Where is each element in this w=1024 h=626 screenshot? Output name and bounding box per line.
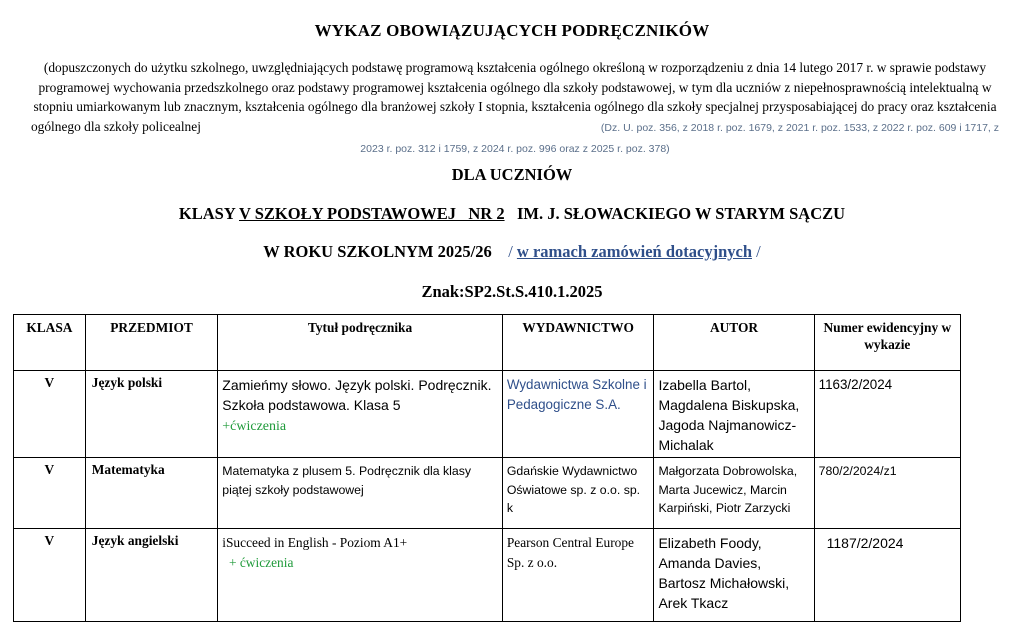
slash-open: / bbox=[508, 242, 513, 261]
cell-wydawnictwo: Pearson Central Europe Sp. z o.o. bbox=[502, 529, 654, 622]
cell-numer: 1187/2/2024 bbox=[814, 529, 960, 622]
cell-numer: 1163/2/2024 bbox=[814, 371, 960, 458]
cell-tytul bbox=[218, 529, 503, 622]
cell-cwiczenia: +ćwiczenia bbox=[222, 419, 287, 434]
intro-paragraph bbox=[28, 58, 1002, 160]
table-row bbox=[14, 371, 961, 458]
cell-tytul-text: iSucceed in English - Poziom A1+ bbox=[222, 535, 408, 550]
cell-tytul-text: Zamieńmy słowo. Język polski. Podręcznik. Szkoła podstawowa. Klasa 5 bbox=[222, 377, 492, 413]
textbook-table bbox=[13, 314, 961, 622]
table-header-row bbox=[14, 315, 961, 371]
school-year: W ROKU SZKOLNYM 2025/26 bbox=[263, 242, 492, 261]
for-students-heading: DLA UCZNIÓW bbox=[451, 165, 573, 184]
cell-autor: Elizabeth Foody, Amanda Davies, Bartosz Michałowski, Arek Tkacz bbox=[654, 529, 814, 622]
funding-link[interactable]: w ramach zamówień dotacyjnych bbox=[516, 242, 752, 261]
cell-klasa: V bbox=[14, 371, 86, 458]
class-name: V SZKOŁY PODSTAWOWEJ NR 2 bbox=[239, 204, 505, 223]
cell-numer: 780/2/2024/z1 bbox=[814, 458, 960, 529]
column-header-autor: AUTOR bbox=[654, 315, 814, 371]
school-year-heading bbox=[0, 242, 1024, 262]
class-prefix: KLASY bbox=[178, 204, 236, 223]
table-row bbox=[14, 529, 961, 622]
cell-cwiczenia: + ćwiczenia bbox=[228, 555, 294, 570]
cell-przedmiot: Język polski bbox=[85, 371, 217, 458]
table-row bbox=[14, 458, 961, 529]
cell-tytul bbox=[218, 371, 503, 458]
column-header-przedmiot: PRZEDMIOT bbox=[85, 315, 217, 371]
intro-text: (dopuszczonych do użytku szkolnego, uwzględniających podstawę programową kształcenia ogólnego określoną w rozporządzeniu z dnia 14 lutego 2017 r. w sprawie podstawy programowej wychowania przedszkolnego oraz podstawy programowej kształcenia ogólnego dla szkoły podstawowej, w tym dla uczniów z niepełnosprawnością intelektualną w stopniu umiarkowanym lub znacznym, kształcenia ogólnego dla branżowej szkoły I stopnia, kształcenia ogólnego dla szkoły specjalnej przysposabiającej do pracy oraz kształcenia ogólnego dla szkoły policealnej bbox=[30, 60, 997, 134]
reference-number: Znak:SP2.St.S.410.1.2025 bbox=[421, 282, 603, 301]
class-heading bbox=[0, 204, 1024, 224]
cell-przedmiot: Język angielski bbox=[85, 529, 217, 622]
column-header-tytul: Tytuł podręcznika bbox=[218, 315, 503, 371]
slash-close: / bbox=[756, 242, 761, 261]
column-header-wydawnictwo: WYDAWNICTWO bbox=[502, 315, 654, 371]
cell-przedmiot: Matematyka bbox=[85, 458, 217, 529]
cell-wydawnictwo: Gdańskie Wydawnictwo Oświatowe sp. z o.o. sp. k bbox=[502, 458, 654, 529]
cell-wydawnictwo: Wydawnictwa Szkolne i Pedagogiczne S.A. bbox=[502, 371, 654, 458]
cell-klasa: V bbox=[14, 529, 86, 622]
document-title: WYKAZ OBOWIĄZUJĄCYCH PODRĘCZNIKÓW bbox=[314, 21, 710, 40]
cell-autor: Małgorzata Dobrowolska, Marta Jucewicz, Marcin Karpiński, Piotr Zarzycki bbox=[654, 458, 814, 529]
column-header-numer: Numer ewidencyjny w wykazie bbox=[814, 315, 960, 371]
column-header-klasa: KLASA bbox=[14, 315, 86, 371]
school-name: IM. J. SŁOWACKIEGO W STARYM SĄCZU bbox=[516, 204, 846, 223]
intro-reference: (Dz. U. poz. 356, z 2018 r. poz. 1679, z 2021 r. poz. 1533, z 2022 r. poz. 609 i 1717, z 2023 r. poz. 312 i 1759, z 2024 r. poz. 996 oraz z 2025 r. poz. 378) bbox=[360, 121, 1000, 155]
cell-klasa: V bbox=[14, 458, 86, 529]
cell-tytul: Matematyka z plusem 5. Podręcznik dla klasy piątej szkoły podstawowej bbox=[218, 458, 503, 529]
cell-autor: Izabella Bartol, Magdalena Biskupska, Jagoda Najmanowicz-Michalak bbox=[654, 371, 814, 458]
